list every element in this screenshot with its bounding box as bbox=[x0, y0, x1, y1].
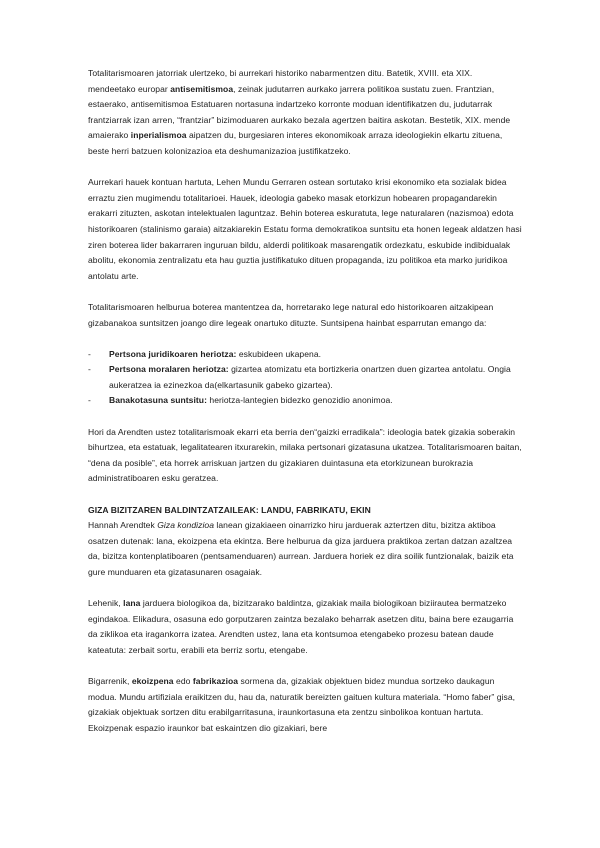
text-run: Totalitarismoaren jatorriak ulertzeko, bi aurrekari historiko nabarmentzen ditu. Batetik, XVIII. eta XIX. mendeetako europar bbox=[88, 68, 473, 94]
text-run: aipatzen du, burgesiaren interes ekonomikoak arraza ideologiekin elkartu zituena, beste herri batzuen kolonizazioa eta deshumanizazioa justifikatzeko. bbox=[88, 130, 503, 156]
paragraph-work bbox=[88, 674, 522, 736]
paragraph-radical-evil: Hori da Arendten ustez totalitarismoak ekarri eta berria den“gaizki erradikala”: ideologia batek gizakia soberakin bihurtzea, eta estatuak, legalitatearen itxurarekin, milaka pertsonari gizatasuna ukatzea. Totalitarismoaren baitan, “dena da posible”, eta horrek arriskuan jartzen du gizakiaren duintasuna eta etorkizunean burokrazia administratiboaren esku geratzea. bbox=[88, 426, 522, 484]
term-lana: lana bbox=[123, 598, 141, 609]
term-inperialismoa: inperialismoa bbox=[130, 130, 187, 141]
paragraph-goal: Totalitarismoaren helburua boterea mantentzea da, horretarako lege natural edo historikoaren aitzakipean gizabanakoa suntsitzen joango dire legeak onartuko dituzte. Suntsipena hainbat esparrutan emango da: bbox=[88, 301, 494, 328]
book-title: Giza kondizioa bbox=[157, 520, 214, 531]
text-run: , zeinak judutarren aurkako jarrera politikoa sustatu zuen. Frantzian, estaerako, antisemitismoa Estatuaren nortasuna indartzeko korronte moduan identifikatzen du, judutarrak frantziarrak izan arren, “frantziar” bizimoduaren aurkako bezala agertzen baitira askotan. Bestetik, XIX. mende amaierako bbox=[88, 83, 511, 141]
term-fabrikazioa: fabrikazioa bbox=[192, 676, 239, 687]
paragraph-rise: Aurrekari hauek kontuan hartuta, Lehen Mundu Gerraren ostean sortutako krisi ekonomiko eta sozialak bidea erraztu zien mugimendu totalitarioei. Hauek, ideologia gabeko masak etorkizun hobearen propagandarekin erakarri zituzten, askotan intelektualen laguntzaz. Behin boterea eskuratuta, lege naturalaren (nazismoa) edota historikoaren (stalinismo garaia) aitzakiarekin Estatu forma demokratikoa suntsitu eta honen legeak aldatzen hasi ziren boterea lider bakarraren inguruan bildu, alderdi politikoak masarengatik ordezkatu, eskubide indibidualak abolitu, ekonomia zentralizatu eta hau guztia justifikatuko dituen propaganda, izu politikoa eta marko juridikoa antolatu arte. bbox=[88, 177, 522, 281]
term-ekoizpena: ekoizpena bbox=[131, 676, 174, 687]
list-item-term: Pertsona juridikoaren heriotza: bbox=[109, 348, 237, 359]
list-item-text: heriotza-lantegien bidezko genozidio anonimoa. bbox=[206, 395, 393, 406]
text-run: lanean gizakiaeen oinarrizko hiru jarduerak aztertzen ditu, bizitza aktiboa osatzen dutenak: lana, ekoizpena eta ekintza. Bere helburua da giza jarduera praktikoa zertan datzan azaltzea da, bizitza kontenplatiboaren (pentsamenduaren) aurrean. Jarduera horiek ez dira soilik funtzionalak, baizik eta gure munduaren eta gizatasunaren osagaiak. bbox=[88, 520, 514, 577]
text-run: jarduera biologikoa da, bizitzarako baldintza, gizakiak maila biologikoan biziirautea bermatzeko egindakoa. Elikadura, osasuna edo gorputzaren zaintza bezalako beharrak asetzen ditu, baina bere ezaugarria da ziklikoa eta iragankorra izatea. Arendten ustez, lana eta kontsumoa etengabeko prozesu batean daude kateatuta: zerbait sortu, erabili eta berriz sortu, etengabe. bbox=[88, 598, 514, 655]
text-run: Lehenik, bbox=[88, 598, 124, 609]
text-run: Hannah Arendtek bbox=[88, 520, 158, 531]
text-run: sormena da, gizakiak objektuen bidez mundua sortzeko daukagun modua. Mundu artifiziala eraikitzen du, hau da, naturatik bereizten gaituen kultura materiala. “Homo faber” gisa, gizakiak objektuak sortzen ditu erabilgarritasuna, iraunkortasuna eta zentzu sinbolikoa kontuan hartuta. Ekoizpenak espazio iraunkor bat eskaintzen dio gizakiari, bere bbox=[88, 676, 516, 733]
text-run: edo bbox=[173, 676, 193, 687]
dash-bullet: - bbox=[88, 348, 91, 359]
text-run: Bigarrenik, bbox=[88, 676, 132, 687]
list-item-term: Pertsona moralaren heriotza: bbox=[109, 364, 229, 375]
dash-bullet: - bbox=[88, 364, 91, 375]
paragraph-origins bbox=[88, 66, 522, 160]
paragraph-human-condition bbox=[88, 518, 522, 580]
list-item-term: Banakotasuna suntsitu: bbox=[109, 395, 207, 406]
dash-bullet: - bbox=[88, 395, 91, 406]
list-item bbox=[88, 347, 522, 363]
term-antisemitismoa: antisemitismoa bbox=[170, 83, 234, 94]
section-heading: GIZA BIZITZAREN BALDINTZATZAILEAK: LANDU, FABRIKATU, EKIN bbox=[88, 504, 371, 515]
list-item-text: eskubideen ukapena. bbox=[236, 348, 322, 359]
paragraph-labor bbox=[88, 596, 522, 658]
destruction-list bbox=[88, 347, 522, 409]
list-item bbox=[88, 362, 522, 393]
list-item bbox=[88, 393, 522, 409]
list-item-text: gizartea atomizatu eta bortizkeria onartzen duen gizartea antolatu. Ongia aukeratzea ia ezinezkoa da(elkartasunik gabeko gizartea). bbox=[109, 364, 511, 390]
